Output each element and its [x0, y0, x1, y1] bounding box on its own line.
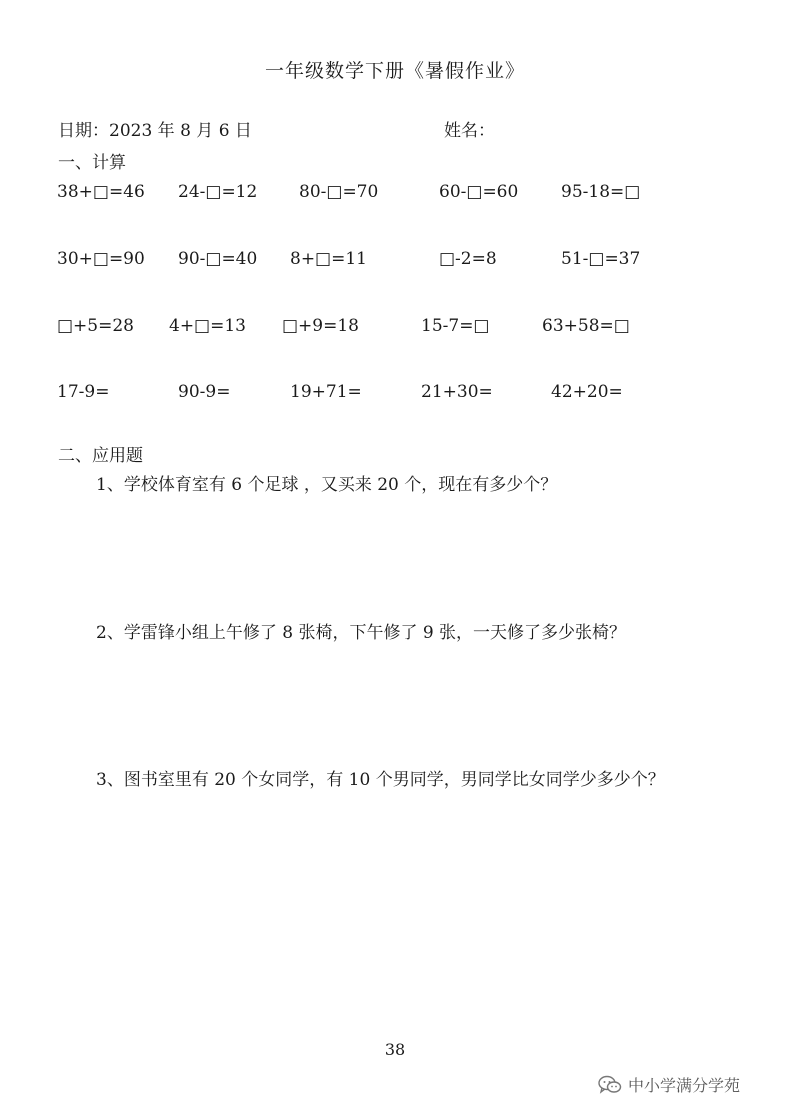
section-application-title: 二、应用题 — [58, 446, 143, 466]
name-label: 姓名： — [444, 121, 495, 141]
page-number: 38 — [384, 1040, 406, 1059]
calc-item: 4+□=13 — [169, 316, 246, 336]
calc-item: 60-□=60 — [439, 182, 519, 202]
page-title: 一年级数学下册《暑假作业》 — [264, 60, 525, 82]
question-1: 1、学校体育室有 6 个足球 ，又买来 20 个，现在有多少个？ — [96, 475, 558, 495]
calc-item: 8+□=11 — [290, 249, 367, 269]
calc-item: 19+71= — [290, 382, 362, 402]
calc-item: 63+58=□ — [542, 316, 630, 336]
calc-item: 90-9= — [178, 382, 231, 402]
question-2: 2、学雷锋小组上午修了 8 张椅，下午修了 9 张，一天修了多少张椅？ — [96, 623, 627, 643]
calc-item: 30+□=90 — [57, 249, 145, 269]
question-3: 3、图书室里有 20 个女同学，有 10 个男同学，男同学比女同学少多少个？ — [96, 770, 665, 790]
calc-item: 51-□=37 — [561, 249, 641, 269]
calc-item: 80-□=70 — [299, 182, 379, 202]
calc-item: 21+30= — [421, 382, 493, 402]
calc-item: □+5=28 — [57, 316, 134, 336]
calc-item: 95-18=□ — [561, 182, 641, 202]
watermark-text: 中小学满分学苑 — [628, 1076, 741, 1095]
calc-item: □-2=8 — [439, 249, 497, 269]
section-calc-title: 一、计算 — [58, 153, 126, 173]
calc-item: □+9=18 — [282, 316, 359, 336]
wechat-chat-icon — [598, 1075, 622, 1095]
calc-item: 24-□=12 — [178, 182, 258, 202]
calc-item: 42+20= — [551, 382, 623, 402]
calc-item: 90-□=40 — [178, 249, 258, 269]
calc-item: 17-9= — [57, 382, 110, 402]
date-line: 日期：2023 年 8 月 6 日 — [58, 121, 252, 141]
calc-item: 38+□=46 — [57, 182, 145, 202]
calc-item: 15-7=□ — [421, 316, 490, 336]
watermark — [598, 1073, 740, 1096]
